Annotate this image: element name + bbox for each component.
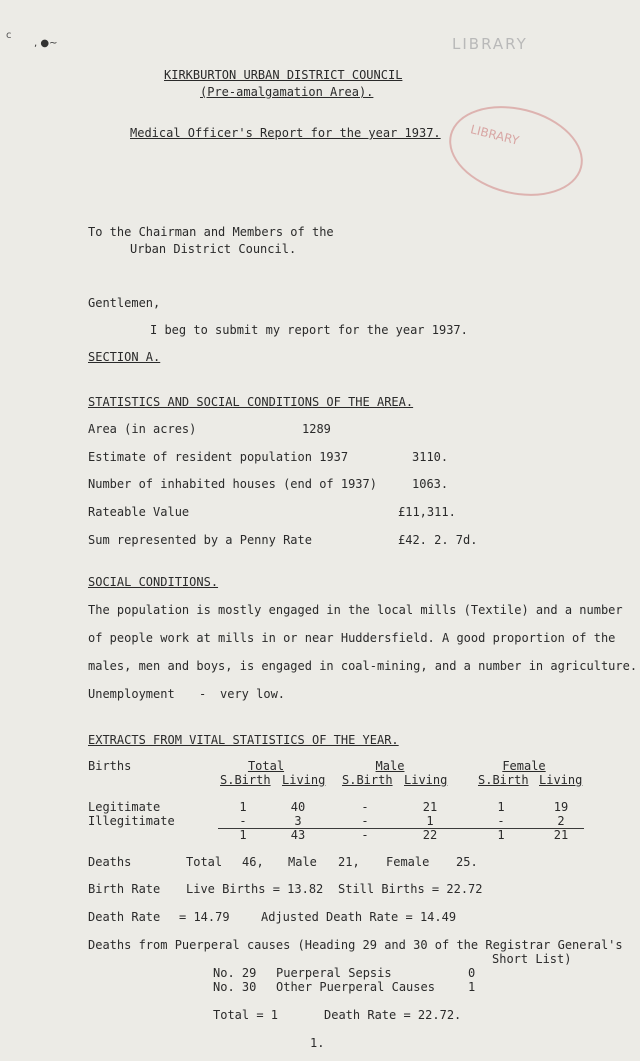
margin-mark: c: [6, 30, 12, 41]
intro-line: I beg to submit my report for the year 1937.: [150, 323, 468, 337]
table-cell: 2: [557, 814, 565, 828]
live-births-rate: Live Births = 13.82: [186, 882, 324, 896]
births-label: Births: [88, 759, 132, 773]
unemployment-dash: -: [199, 687, 207, 701]
puerperal-total: Total = 1: [213, 1008, 279, 1022]
table-total-cell: 43: [290, 828, 306, 842]
unemployment-label: Unemployment: [88, 687, 175, 701]
houses-label: Number of inhabited houses (end of 1937): [88, 477, 377, 491]
table-cell: -: [239, 814, 247, 828]
deaths-female-label: Female: [386, 855, 430, 869]
library-stamp: [440, 93, 593, 209]
table-cell: 1: [426, 814, 434, 828]
table-cell: 1: [497, 800, 505, 814]
rateable-label: Rateable Value: [88, 505, 190, 519]
subhead-male-sbirth: S.Birth: [342, 773, 393, 787]
group-female: Female: [502, 759, 546, 773]
address-line-1: To the Chairman and Members of the: [88, 225, 334, 239]
deaths-male-label: Male: [288, 855, 317, 869]
row-legitimate-label: Legitimate: [88, 800, 161, 814]
greeting: Gentlemen,: [88, 296, 161, 310]
table-cell: 19: [553, 800, 569, 814]
vital-heading: EXTRACTS FROM VITAL STATISTICS OF THE YEAR.: [88, 733, 399, 747]
deaths-total-label: Total: [186, 855, 223, 869]
report-title: Medical Officer's Report for the year 1937.: [130, 126, 441, 140]
puerperal-no-29: No. 29: [213, 966, 257, 980]
puerperal-count-30: 1: [468, 980, 476, 994]
table-total-cell: 1: [239, 828, 247, 842]
section-heading: SECTION A.: [88, 350, 161, 364]
puerperal-line-1: Deaths from Puerperal causes (Heading 29 and 30 of the Registrar General's: [88, 938, 623, 952]
page-number: 1.: [310, 1036, 325, 1050]
table-total-cell: 22: [422, 828, 438, 842]
social-line-2: of people work at mills in or near Huddersfield. A good proportion of the: [88, 631, 616, 645]
adjusted-death-rate: Adjusted Death Rate = 14.49: [261, 910, 457, 924]
table-cell: -: [361, 800, 369, 814]
table-total-cell: -: [361, 828, 369, 842]
address-line-2: Urban District Council.: [130, 242, 297, 256]
population-label: Estimate of resident population 1937: [88, 450, 349, 464]
table-cell: -: [497, 814, 505, 828]
statistics-heading: STATISTICS AND SOCIAL CONDITIONS OF THE AREA.: [88, 395, 414, 409]
death-rate-label: Death Rate: [88, 910, 161, 924]
deaths-male-value: 21,: [338, 855, 360, 869]
population-value: 3110.: [412, 450, 449, 464]
table-total-cell: 21: [553, 828, 569, 842]
social-heading: SOCIAL CONDITIONS.: [88, 575, 219, 589]
still-births-rate: Still Births = 22.72: [338, 882, 483, 896]
table-cell: -: [361, 814, 369, 828]
table-cell: 1: [239, 800, 247, 814]
puerperal-count-29: 0: [468, 966, 476, 980]
group-total: Total: [247, 759, 285, 773]
group-male: Male: [375, 759, 405, 773]
puerperal-cause-29: Puerperal Sepsis: [276, 966, 392, 980]
area-label: Area (in acres): [88, 422, 197, 436]
area-subtitle: (Pre-amalgamation Area).: [200, 85, 374, 99]
puerperal-no-30: No. 30: [213, 980, 257, 994]
puerperal-death-rate: Death Rate = 22.72.: [324, 1008, 462, 1022]
council-title: KIRKBURTON URBAN DISTRICT COUNCIL: [164, 68, 403, 82]
social-line-1: The population is mostly engaged in the local mills (Textile) and a number: [88, 603, 623, 617]
table-total-rule: [218, 828, 584, 829]
puerperal-cause-30: Other Puerperal Causes: [276, 980, 435, 994]
stamp-text: LIBRARY: [469, 122, 521, 148]
library-mark: LIBRARY: [452, 35, 528, 53]
unemployment-value: very low.: [220, 687, 286, 701]
area-value: 1289: [302, 422, 331, 436]
table-cell: 21: [422, 800, 438, 814]
death-rate-value: = 14.79: [179, 910, 230, 924]
table-cell: 40: [290, 800, 306, 814]
ink-mark: , ●~: [34, 38, 58, 49]
deaths-female-value: 25.: [456, 855, 478, 869]
penny-rate-value: £42. 2. 7d.: [398, 533, 478, 547]
table-total-cell: 1: [497, 828, 505, 842]
subhead-female-sbirth: S.Birth: [478, 773, 529, 787]
penny-rate-label: Sum represented by a Penny Rate: [88, 533, 312, 547]
social-line-3: males, men and boys, is engaged in coal-mining, and a number in agriculture.: [88, 659, 638, 673]
rateable-value: £11,311.: [398, 505, 456, 519]
subhead-total-living: Living: [282, 773, 326, 787]
deaths-label: Deaths: [88, 855, 132, 869]
puerperal-line-2: Short List): [492, 952, 572, 966]
subhead-total-sbirth: S.Birth: [220, 773, 271, 787]
row-illegitimate-label: Illegitimate: [88, 814, 175, 828]
deaths-total-value: 46,: [242, 855, 264, 869]
subhead-female-living: Living: [539, 773, 583, 787]
subhead-male-living: Living: [404, 773, 448, 787]
table-cell: 3: [294, 814, 302, 828]
houses-value: 1063.: [412, 477, 449, 491]
birth-rate-label: Birth Rate: [88, 882, 161, 896]
